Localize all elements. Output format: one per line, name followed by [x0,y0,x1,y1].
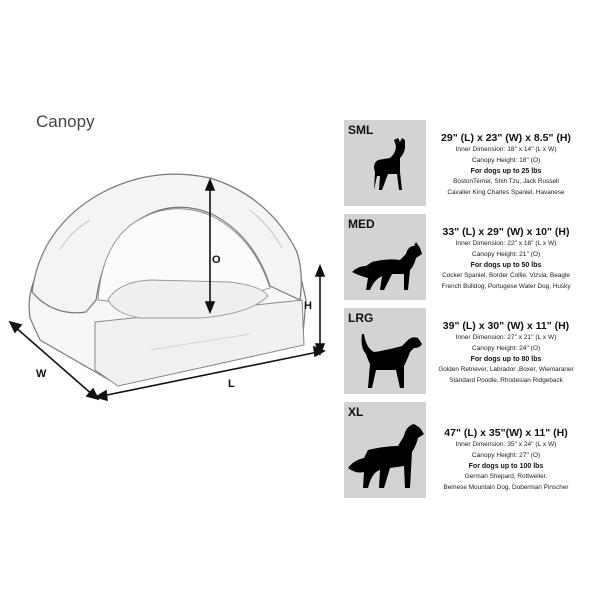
inner-dimension: Inner Dimension: 35" x 24" (L x W) [455,441,557,448]
inner-dimension: Inner Dimension: 27" x 21" (L x W) [455,334,557,341]
weight-limit: For dogs up to 80 lbs [470,356,542,363]
breed-list-line: Bemese Mountain Dog, Doberman Pinscher [443,483,569,491]
canopy-height: Canopy Height: 18" (O) [471,156,541,164]
specs-med [428,214,584,292]
specs-lrg [428,308,584,386]
size-badge-med [344,214,426,300]
canopy-height: Canopy Height: 27" (O) [471,451,541,459]
height-dimension-label: H [304,300,312,312]
specs-xl [428,402,584,493]
size-label-med: MED [348,217,375,231]
length-dimension-label: L [228,378,235,390]
outer-dimensions: 29" (L) x 23" (W) x 8.5" (H) [441,132,571,144]
canopy-height: Canopy Height: 21" (O) [471,250,541,258]
size-label-xl: XL [348,405,364,419]
weight-limit: For dogs up to 100 lbs [468,463,544,470]
weight-limit: For dogs up to 25 lbs [470,168,542,175]
weight-limit: For dogs up to 50 lbs [470,262,542,269]
specs-sml [428,120,584,198]
inner-dimension: Inner Dimension: 22" x 18" (L x W) [455,240,557,247]
breed-list-line: Standard Poodle, Rhodesian Ridgeback [449,376,563,384]
breed-list-line: BostonTerrier, Shih Tzu, Jack Russell [453,178,559,185]
canopy-height: Canopy Height: 24" (O) [471,344,541,352]
size-badge-xl [344,402,426,498]
size-row-lrg [344,308,584,394]
size-label-sml: SML [348,123,374,137]
size-badge-lrg [344,308,426,394]
size-badge-sml [344,120,426,206]
size-label-lrg: LRG [348,311,374,325]
size-row-med [344,214,584,300]
width-dimension-label: W [36,368,47,380]
size-row-sml [344,120,584,206]
outer-dimensions: 47" (L) x 35"(W) x 11" (H) [444,427,568,439]
outer-dimensions: 39" (L) x 30" (W) x 11" (H) [442,320,570,332]
breed-list-line: Cavalier King Charles Spaniel, Havanese [447,188,565,196]
size-row-xl [344,402,584,498]
outer-dimensions: 33" (L) x 29" (W) x 10" (H) [442,226,570,238]
product-title: Canopy [36,112,95,131]
breed-list-line: German Shepard, Rottweiler, [464,473,548,480]
breed-list-line: Cocker Spaniel, Border Collie, Vizsla, Beagle [442,272,570,279]
breed-list-line: Golden Retriever, Labrador ,Boxer, Wiemaraner [438,366,574,373]
opening-dimension-label: O [212,254,221,266]
breed-list-line: French Bulldog, Portugese Water Dog, Husky [441,282,571,290]
inner-dimension: Inner Dimension: 18" x 14" (L x W) [455,146,557,153]
